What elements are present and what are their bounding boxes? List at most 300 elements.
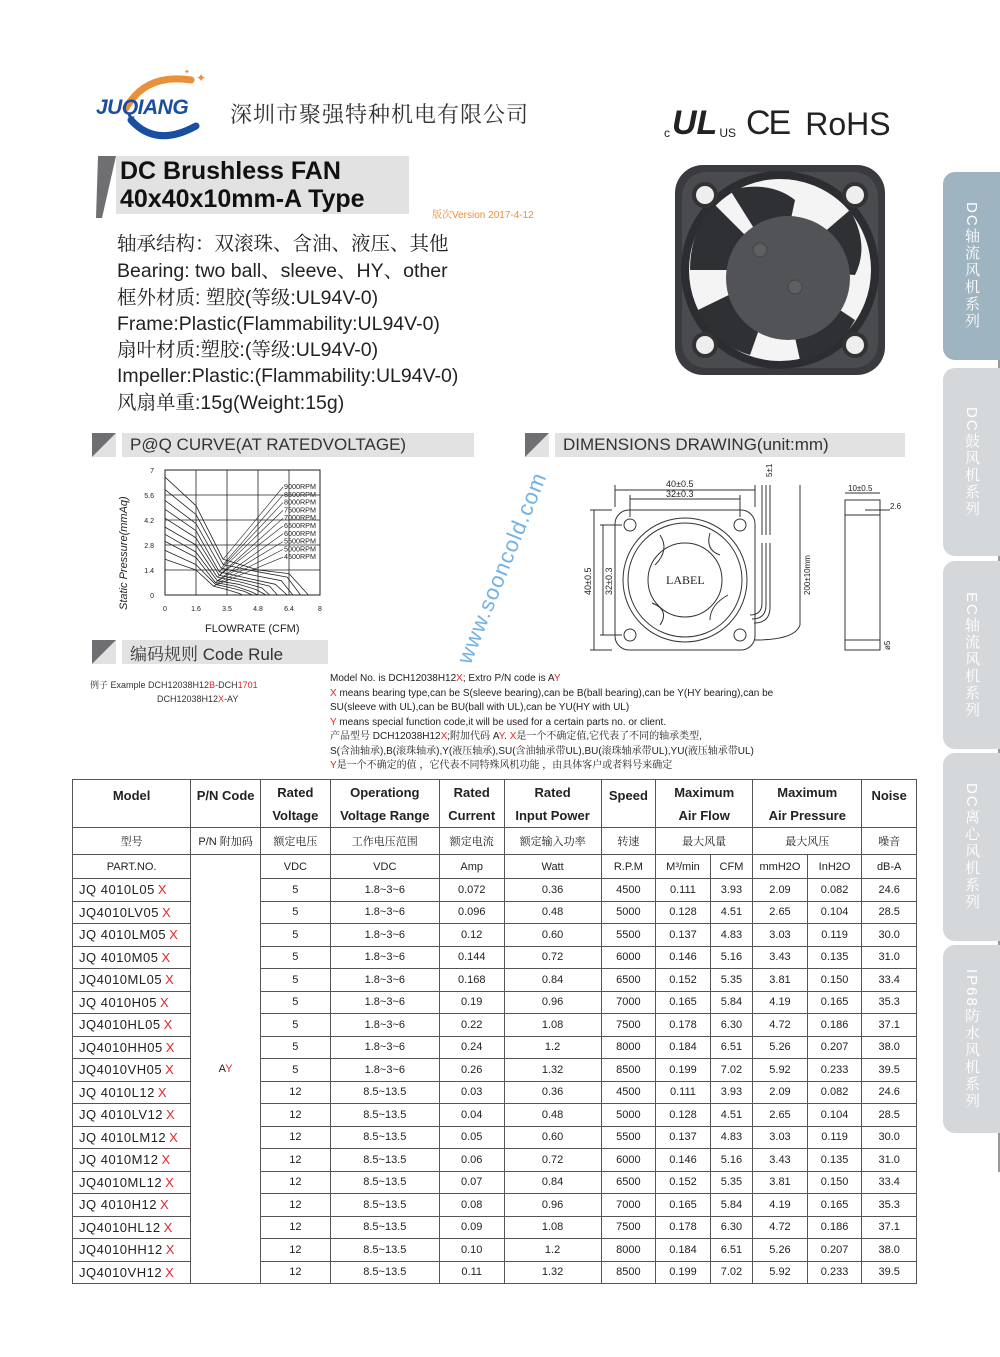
cell-model (73, 1014, 191, 1037)
bearing-suffix: X (161, 1152, 171, 1168)
cell-operating-range: 1.8~3~6 (330, 969, 439, 992)
cell-air-flow-m3: 0.146 (656, 946, 711, 969)
cell-rated-current: 0.072 (439, 879, 504, 902)
example-mid: -DCH (215, 680, 238, 690)
cell-pressure-inh2o: 0.104 (807, 901, 862, 924)
cell-input-power: 0.48 (504, 901, 601, 924)
bearing-suffix: X (157, 1084, 168, 1100)
cell-air-flow-m3: 0.199 (656, 1059, 711, 1082)
cell-pressure-inh2o: 0.233 (807, 1059, 862, 1082)
example2-x: X (218, 694, 225, 704)
table-units-row (73, 855, 917, 879)
bearing-suffix: X (163, 1017, 173, 1033)
dim-hole-spacing: 32±0.3 (666, 489, 694, 499)
cell-speed: 5500 (601, 1126, 656, 1149)
cell-operating-range: 1.8~3~6 (330, 1059, 439, 1082)
chart-series-line (165, 500, 293, 595)
cell-noise: 35.3 (862, 1194, 917, 1217)
cell-speed: 5500 (601, 924, 656, 947)
chart-legend-leader (223, 487, 283, 559)
cell-input-power: 0.48 (504, 1104, 601, 1127)
cell-pressure-mmh2o: 4.72 (753, 1216, 808, 1239)
spec-table (72, 779, 917, 1284)
cell-input-power: 0.84 (504, 969, 601, 992)
cell-model (73, 924, 191, 947)
cell-model (73, 969, 191, 992)
bearing-suffix: X (157, 882, 168, 898)
cell-model (73, 1126, 191, 1149)
side-tab-label: DC离心风机系列 (963, 783, 980, 911)
note3-text: SU(sleeve with UL),can be BU(ball with UL),can be YU(HY with UL) (330, 702, 630, 713)
cell-input-power: 0.60 (504, 924, 601, 947)
model-number: JQ 4010LM05 (79, 927, 167, 943)
model-number: JQ4010HL12 (79, 1219, 161, 1235)
cell-model (73, 1059, 191, 1082)
cell-air-flow-cfm: 3.93 (710, 879, 752, 902)
model-number: JQ4010LV05 (79, 904, 159, 920)
model-number: JQ4010HH12 (79, 1242, 163, 1258)
bearing-suffix: X (165, 1242, 175, 1258)
chart-legend-label: 5500RPM (284, 536, 316, 546)
cell-operating-range: 1.8~3~6 (330, 991, 439, 1014)
cell-operating-range: 1.8~3~6 (330, 879, 439, 902)
cell-noise: 38.0 (862, 1239, 917, 1262)
model-number: JQ 4010H05 (79, 994, 157, 1010)
title-line-2: 40x40x10mm-A Type (120, 185, 365, 213)
chart-legend-label: 6000RPM (284, 528, 316, 538)
cell-air-flow-m3: 0.165 (656, 991, 711, 1014)
cell-rated-current: 0.26 (439, 1059, 504, 1082)
cell-speed: 6000 (601, 946, 656, 969)
spec-bearing-en: Bearing: two ball、sleeve、HY、other (117, 260, 448, 282)
unit-mmh2o: mmH2O (753, 855, 808, 879)
chart-legend-label: 5000RPM (284, 544, 316, 554)
svg-text:✦: ✦ (196, 71, 207, 85)
dim-label: LABEL (666, 573, 705, 587)
cell-pressure-inh2o: 0.186 (807, 1014, 862, 1037)
cell-air-flow-m3: 0.199 (656, 1261, 711, 1284)
cell-noise: 33.4 (862, 969, 917, 992)
cell-noise: 39.5 (862, 1261, 917, 1284)
cell-input-power: 0.96 (504, 991, 601, 1014)
chart-y-axis-label: Static Pressure(mmAq) (118, 496, 130, 610)
th-operating-range: Operationg Voltage Range (330, 780, 439, 828)
cell-rated-voltage: 12 (260, 1171, 330, 1194)
cell-air-flow-cfm: 3.93 (710, 1081, 752, 1104)
cell-rated-voltage: 5 (260, 1014, 330, 1037)
cell-rated-voltage: 12 (260, 1081, 330, 1104)
cell-operating-range: 1.8~3~6 (330, 1014, 439, 1037)
chart-legend-leader (219, 518, 283, 575)
cell-air-flow-m3: 0.178 (656, 1216, 711, 1239)
chart-legend-leader (221, 503, 283, 569)
spec-weight: 风扇单重:15g(Weight:15g) (117, 392, 345, 414)
cell-rated-current: 0.04 (439, 1104, 504, 1127)
note5-text: 产品型号 DCH12038H12 (330, 731, 441, 742)
section-corner-icon (525, 433, 549, 457)
cell-speed: 8000 (601, 1036, 656, 1059)
cell-pressure-inh2o: 0.082 (807, 879, 862, 902)
note6-text: S(含油轴承),B(滚珠轴承),Y(液压轴承),SU(含油轴承带UL),BU(滚珠轴承带UL),YU(液压轴承带UL) (330, 745, 754, 757)
cell-noise: 30.0 (862, 1126, 917, 1149)
note2-x: X (330, 687, 337, 699)
cell-air-flow-m3: 0.178 (656, 1014, 711, 1037)
code-rule-notes (330, 672, 930, 774)
cell-noise: 30.0 (862, 924, 917, 947)
bearing-suffix: X (161, 904, 172, 920)
cell-rated-current: 0.03 (439, 1081, 504, 1104)
bearing-suffix: X (165, 1062, 175, 1078)
dimensions-title: DIMENSIONS DRAWING(unit:mm) (555, 433, 905, 457)
cell-air-flow-cfm: 4.51 (710, 1104, 752, 1127)
cell-pressure-mmh2o: 3.43 (753, 1149, 808, 1172)
cell-model (73, 1194, 191, 1217)
company-logo (96, 68, 226, 148)
cell-rated-current: 0.144 (439, 946, 504, 969)
dim-thickness: 10±0.5 (848, 484, 873, 493)
cell-rated-current: 0.08 (439, 1194, 504, 1217)
cell-air-flow-cfm: 6.51 (710, 1036, 752, 1059)
cell-pressure-mmh2o: 2.09 (753, 1081, 808, 1104)
cell-operating-range: 8.5~13.5 (330, 1081, 439, 1104)
note1-text-b: ; Extro P/N code is A (462, 673, 554, 684)
side-tab-label: DC鼓风机系列 (963, 406, 980, 518)
cell-rated-current: 0.11 (439, 1261, 504, 1284)
cell-air-flow-m3: 0.128 (656, 1104, 711, 1127)
side-tab-5[interactable] (943, 945, 1000, 1133)
note1-y: Y (553, 673, 561, 684)
cell-rated-current: 0.24 (439, 1036, 504, 1059)
note5-y: Y (498, 731, 505, 742)
cell-input-power: 1.32 (504, 1261, 601, 1284)
bearing-suffix: X (161, 949, 171, 965)
spec-impeller-en: Impeller:Plastic:(Flammability:UL94V-0) (117, 365, 459, 387)
cell-pressure-inh2o: 0.082 (807, 1081, 862, 1104)
cell-rated-voltage: 5 (260, 924, 330, 947)
cell-operating-range: 8.5~13.5 (330, 1171, 439, 1194)
bearing-suffix: X (165, 1264, 175, 1280)
title-slash-icon (94, 156, 116, 218)
note7-y: Y (330, 760, 337, 771)
cell-air-flow-cfm: 5.84 (710, 1194, 752, 1217)
model-number: JQ4010VH05 (79, 1062, 163, 1078)
cell-speed: 7500 (601, 1014, 656, 1037)
model-number: JQ4010HL05 (79, 1017, 161, 1033)
cell-rated-voltage: 12 (260, 1261, 330, 1284)
side-tab-4[interactable] (943, 753, 1000, 941)
cell-noise: 39.5 (862, 1059, 917, 1082)
cell-speed: 8000 (601, 1239, 656, 1262)
th-cn-rated-voltage: 额定电压 (260, 828, 330, 855)
cell-operating-range: 8.5~13.5 (330, 1104, 439, 1127)
cell-speed: 8500 (601, 1059, 656, 1082)
cell-rated-voltage: 12 (260, 1239, 330, 1262)
cell-operating-range: 1.8~3~6 (330, 946, 439, 969)
cell-pressure-inh2o: 0.135 (807, 1149, 862, 1172)
cell-pressure-inh2o: 0.233 (807, 1261, 862, 1284)
cell-model (73, 1081, 191, 1104)
chart-x-axis-label: FLOWRATE (CFM) (205, 623, 300, 635)
unit-amp: Amp (439, 855, 504, 879)
spec-frame-cn: 框外材质: 塑胶(等级:UL94V-0) (117, 287, 379, 309)
certification-marks (664, 100, 891, 140)
logo-text: JUQIANG (96, 96, 189, 119)
cell-air-flow-cfm: 7.02 (710, 1261, 752, 1284)
cell-rated-current: 0.19 (439, 991, 504, 1014)
cell-rated-voltage: 12 (260, 1126, 330, 1149)
cell-input-power: 1.08 (504, 1216, 601, 1239)
bearing-suffix: X (169, 927, 179, 943)
cell-input-power: 0.96 (504, 1194, 601, 1217)
cell-air-flow-cfm: 4.83 (710, 1126, 752, 1149)
ul-mark-icon: UL (672, 104, 718, 142)
cell-rated-voltage: 12 (260, 1216, 330, 1239)
chart-x-tick: 8 (318, 606, 322, 613)
cell-air-flow-m3: 0.152 (656, 969, 711, 992)
cell-pressure-mmh2o: 2.65 (753, 901, 808, 924)
cell-air-flow-m3: 0.152 (656, 1171, 711, 1194)
cell-noise: 35.3 (862, 991, 917, 1014)
cell-noise: 33.4 (862, 1171, 917, 1194)
side-tab-1[interactable] (943, 172, 1000, 360)
code-rule-title: 编码规则 Code Rule (122, 640, 328, 664)
note2-text: means bearing type,can be S(sleeve bearing),can be B(ball bearing),can be Y(HY bearing),can be (336, 687, 774, 699)
chart-y-tick: 5.6 (144, 493, 154, 500)
cell-rated-voltage: 5 (260, 946, 330, 969)
bearing-suffix: X (166, 1107, 176, 1123)
cell-input-power: 0.72 (504, 946, 601, 969)
cell-speed: 6500 (601, 969, 656, 992)
cell-noise: 38.0 (862, 1036, 917, 1059)
note4-text: means special function code,it will be used for a certain parts no. or client. (336, 716, 667, 728)
cell-noise: 31.0 (862, 946, 917, 969)
cell-noise: 24.6 (862, 879, 917, 902)
cell-air-flow-cfm: 5.35 (710, 969, 752, 992)
cell-operating-range: 1.8~3~6 (330, 924, 439, 947)
cell-pressure-inh2o: 0.207 (807, 1036, 862, 1059)
example2-suffix: -AY (224, 694, 239, 704)
chart-legend-label: 6500RPM (284, 521, 316, 530)
cell-air-flow-m3: 0.128 (656, 901, 711, 924)
cell-pressure-inh2o: 0.207 (807, 1239, 862, 1262)
cell-speed: 7000 (601, 991, 656, 1014)
cell-speed: 7500 (601, 1216, 656, 1239)
fan-product-image (660, 150, 900, 390)
th-cn-model: 型号 (73, 828, 191, 855)
note5-text-c: . (504, 731, 510, 742)
cell-air-flow-cfm: 5.16 (710, 1149, 752, 1172)
chart-y-tick: 4.2 (144, 518, 154, 525)
cell-operating-range: 8.5~13.5 (330, 1216, 439, 1239)
cell-air-flow-cfm: 6.30 (710, 1014, 752, 1037)
cell-model (73, 1036, 191, 1059)
cell-rated-current: 0.10 (439, 1239, 504, 1262)
unit-rpm: R.P.M (601, 855, 656, 879)
th-model: Model (73, 780, 191, 828)
model-number: JQ 4010LV12 (79, 1107, 164, 1123)
chart-legend-label: 8000RPM (284, 497, 316, 507)
cell-air-flow-cfm: 5.16 (710, 946, 752, 969)
cell-model (73, 1104, 191, 1127)
chart-x-tick: 1.6 (191, 606, 201, 613)
cell-model (73, 1261, 191, 1284)
cell-input-power: 0.72 (504, 1149, 601, 1172)
cell-noise: 28.5 (862, 901, 917, 924)
cell-model (73, 991, 191, 1014)
bearing-suffix: X (160, 1197, 170, 1213)
cell-rated-current: 0.06 (439, 1149, 504, 1172)
th-cn-operating-range: 工作电压范围 (330, 828, 439, 855)
cell-operating-range: 8.5~13.5 (330, 1126, 439, 1149)
th-input-power: Rated Input Power (504, 780, 601, 828)
side-tab-3[interactable] (943, 561, 1000, 749)
cell-input-power: 1.32 (504, 1059, 601, 1082)
cell-pressure-inh2o: 0.135 (807, 946, 862, 969)
bearing-suffix: X (160, 994, 170, 1010)
note1-x: X (456, 673, 463, 684)
chart-legend-label: 7000RPM (284, 513, 316, 523)
dim-lead-length: 200±10mm (803, 555, 812, 595)
unit-vdc-range: VDC (330, 855, 439, 879)
th-noise: Noise (862, 780, 917, 828)
cell-noise: 37.1 (862, 1216, 917, 1239)
cell-speed: 6000 (601, 1149, 656, 1172)
model-number: JQ 4010LM12 (79, 1129, 167, 1145)
cell-operating-range: 8.5~13.5 (330, 1149, 439, 1172)
company-name: 深圳市聚强特种机电有限公司 (230, 102, 530, 127)
cell-pressure-mmh2o: 2.09 (753, 879, 808, 902)
cell-noise: 24.6 (862, 1081, 917, 1104)
cell-air-flow-m3: 0.165 (656, 1194, 711, 1217)
chart-y-tick: 0 (150, 593, 154, 600)
chart-x-tick: 6.4 (284, 606, 294, 613)
cell-pressure-inh2o: 0.104 (807, 1104, 862, 1127)
dim-hole-spacing-v: 32±0.3 (604, 567, 614, 595)
cell-model (73, 1216, 191, 1239)
side-tab-2[interactable] (943, 368, 1000, 556)
cell-noise: 28.5 (862, 1104, 917, 1127)
note5-text-d: 是一个不确定值,它代表了不同的轴承类型, (516, 731, 702, 742)
ce-mark-icon: CE (746, 104, 790, 142)
chart-y-tick: 7 (150, 468, 154, 475)
example-b: B (209, 680, 216, 690)
cell-air-flow-cfm: 6.30 (710, 1216, 752, 1239)
cell-speed: 6500 (601, 1171, 656, 1194)
bearing-suffix: X (165, 1039, 175, 1055)
cell-pressure-inh2o: 0.119 (807, 1126, 862, 1149)
chart-y-tick: 1.4 (144, 568, 154, 575)
cell-pressure-mmh2o: 3.81 (753, 969, 808, 992)
cell-model (73, 946, 191, 969)
unit-dba: dB-A (862, 855, 917, 879)
cell-rated-voltage: 5 (260, 1059, 330, 1082)
cell-model (73, 1149, 191, 1172)
cell-operating-range: 8.5~13.5 (330, 1239, 439, 1262)
cell-noise: 31.0 (862, 1149, 917, 1172)
th-rated-voltage: Rated Voltage (260, 780, 330, 828)
th-cn-rated-current: 额定电流 (439, 828, 504, 855)
cell-noise: 37.1 (862, 1014, 917, 1037)
cell-rated-voltage: 12 (260, 1149, 330, 1172)
cell-operating-range: 1.8~3~6 (330, 1036, 439, 1059)
cell-rated-current: 0.12 (439, 924, 504, 947)
cell-rated-current: 0.22 (439, 1014, 504, 1037)
th-cn-pn-code: P/N 附加码 (191, 828, 261, 855)
product-title (116, 156, 409, 214)
dim-height: 40±0.5 (583, 567, 593, 595)
bearing-suffix: X (165, 972, 175, 988)
svg-text:✦: ✦ (184, 69, 190, 76)
code-example (90, 678, 258, 706)
model-number: JQ 4010M12 (79, 1152, 159, 1168)
example-text: 例子 Example DCH12038H12 (90, 680, 210, 690)
cell-pressure-mmh2o: 5.26 (753, 1036, 808, 1059)
cell-rated-current: 0.09 (439, 1216, 504, 1239)
note7-text: 是一个不确定的值 ，它代表不同特殊风机功能 ，由具体客户或者料号来确定 (336, 760, 673, 771)
cell-rated-current: 0.07 (439, 1171, 504, 1194)
version-label: 版次Version 2017-4-12 (432, 210, 534, 221)
cell-air-flow-m3: 0.137 (656, 924, 711, 947)
cell-input-power: 1.08 (504, 1014, 601, 1037)
cell-air-flow-m3: 0.111 (656, 1081, 711, 1104)
cell-air-flow-cfm: 5.84 (710, 991, 752, 1014)
model-number: JQ 4010M05 (79, 949, 159, 965)
cell-pressure-inh2o: 0.150 (807, 1171, 862, 1194)
dim-side: 2.6 (890, 502, 902, 511)
th-cn-air-flow: 最大风量 (656, 828, 753, 855)
unit-watt: Watt (504, 855, 601, 879)
cell-pressure-mmh2o: 4.72 (753, 1014, 808, 1037)
cell-operating-range: 8.5~13.5 (330, 1194, 439, 1217)
cell-pressure-mmh2o: 5.92 (753, 1261, 808, 1284)
cell-pressure-inh2o: 0.119 (807, 924, 862, 947)
th-air-flow: Maximum Air Flow (656, 780, 753, 828)
th-cn-speed: 转速 (601, 828, 656, 855)
chart-legend-label: 4500RPM (284, 552, 316, 562)
pn-code-cell (191, 855, 261, 1284)
pn-code-a: A (218, 1063, 226, 1075)
cell-pressure-mmh2o: 3.43 (753, 946, 808, 969)
note1-text: Model No. is DCH12038H12 (330, 673, 457, 684)
cell-pressure-mmh2o: 3.81 (753, 1171, 808, 1194)
note5-x2: X (509, 731, 517, 742)
cell-rated-voltage: 5 (260, 969, 330, 992)
unit-inh2o: InH2O (807, 855, 862, 879)
bearing-suffix: X (165, 1174, 175, 1190)
unit-m3min: M³/min (656, 855, 711, 879)
cell-rated-voltage: 5 (260, 901, 330, 924)
cell-operating-range: 1.8~3~6 (330, 901, 439, 924)
cell-input-power: 0.36 (504, 879, 601, 902)
cell-input-power: 0.84 (504, 1171, 601, 1194)
rohs-mark: RoHS (805, 106, 891, 142)
side-tab-label: EC轴流风机系列 (963, 591, 980, 719)
cell-pressure-mmh2o: 4.19 (753, 1194, 808, 1217)
note5-text-b: ;附加代码 A (447, 731, 499, 742)
cell-model (73, 901, 191, 924)
cell-air-flow-cfm: 4.51 (710, 901, 752, 924)
cell-pressure-mmh2o: 3.03 (753, 1126, 808, 1149)
cell-pressure-mmh2o: 2.65 (753, 1104, 808, 1127)
table-header-cn-row (73, 828, 917, 855)
cell-rated-current: 0.096 (439, 901, 504, 924)
cell-input-power: 0.36 (504, 1081, 601, 1104)
chart-legend-label: 7500RPM (284, 505, 316, 515)
chart-legend-label: 9000RPM (284, 482, 316, 491)
title-line-1: DC Brushless FAN (120, 157, 341, 185)
code-rule-header (92, 639, 328, 665)
pq-curve-title: P@Q CURVE(AT RATEDVOLTAGE) (122, 433, 474, 457)
